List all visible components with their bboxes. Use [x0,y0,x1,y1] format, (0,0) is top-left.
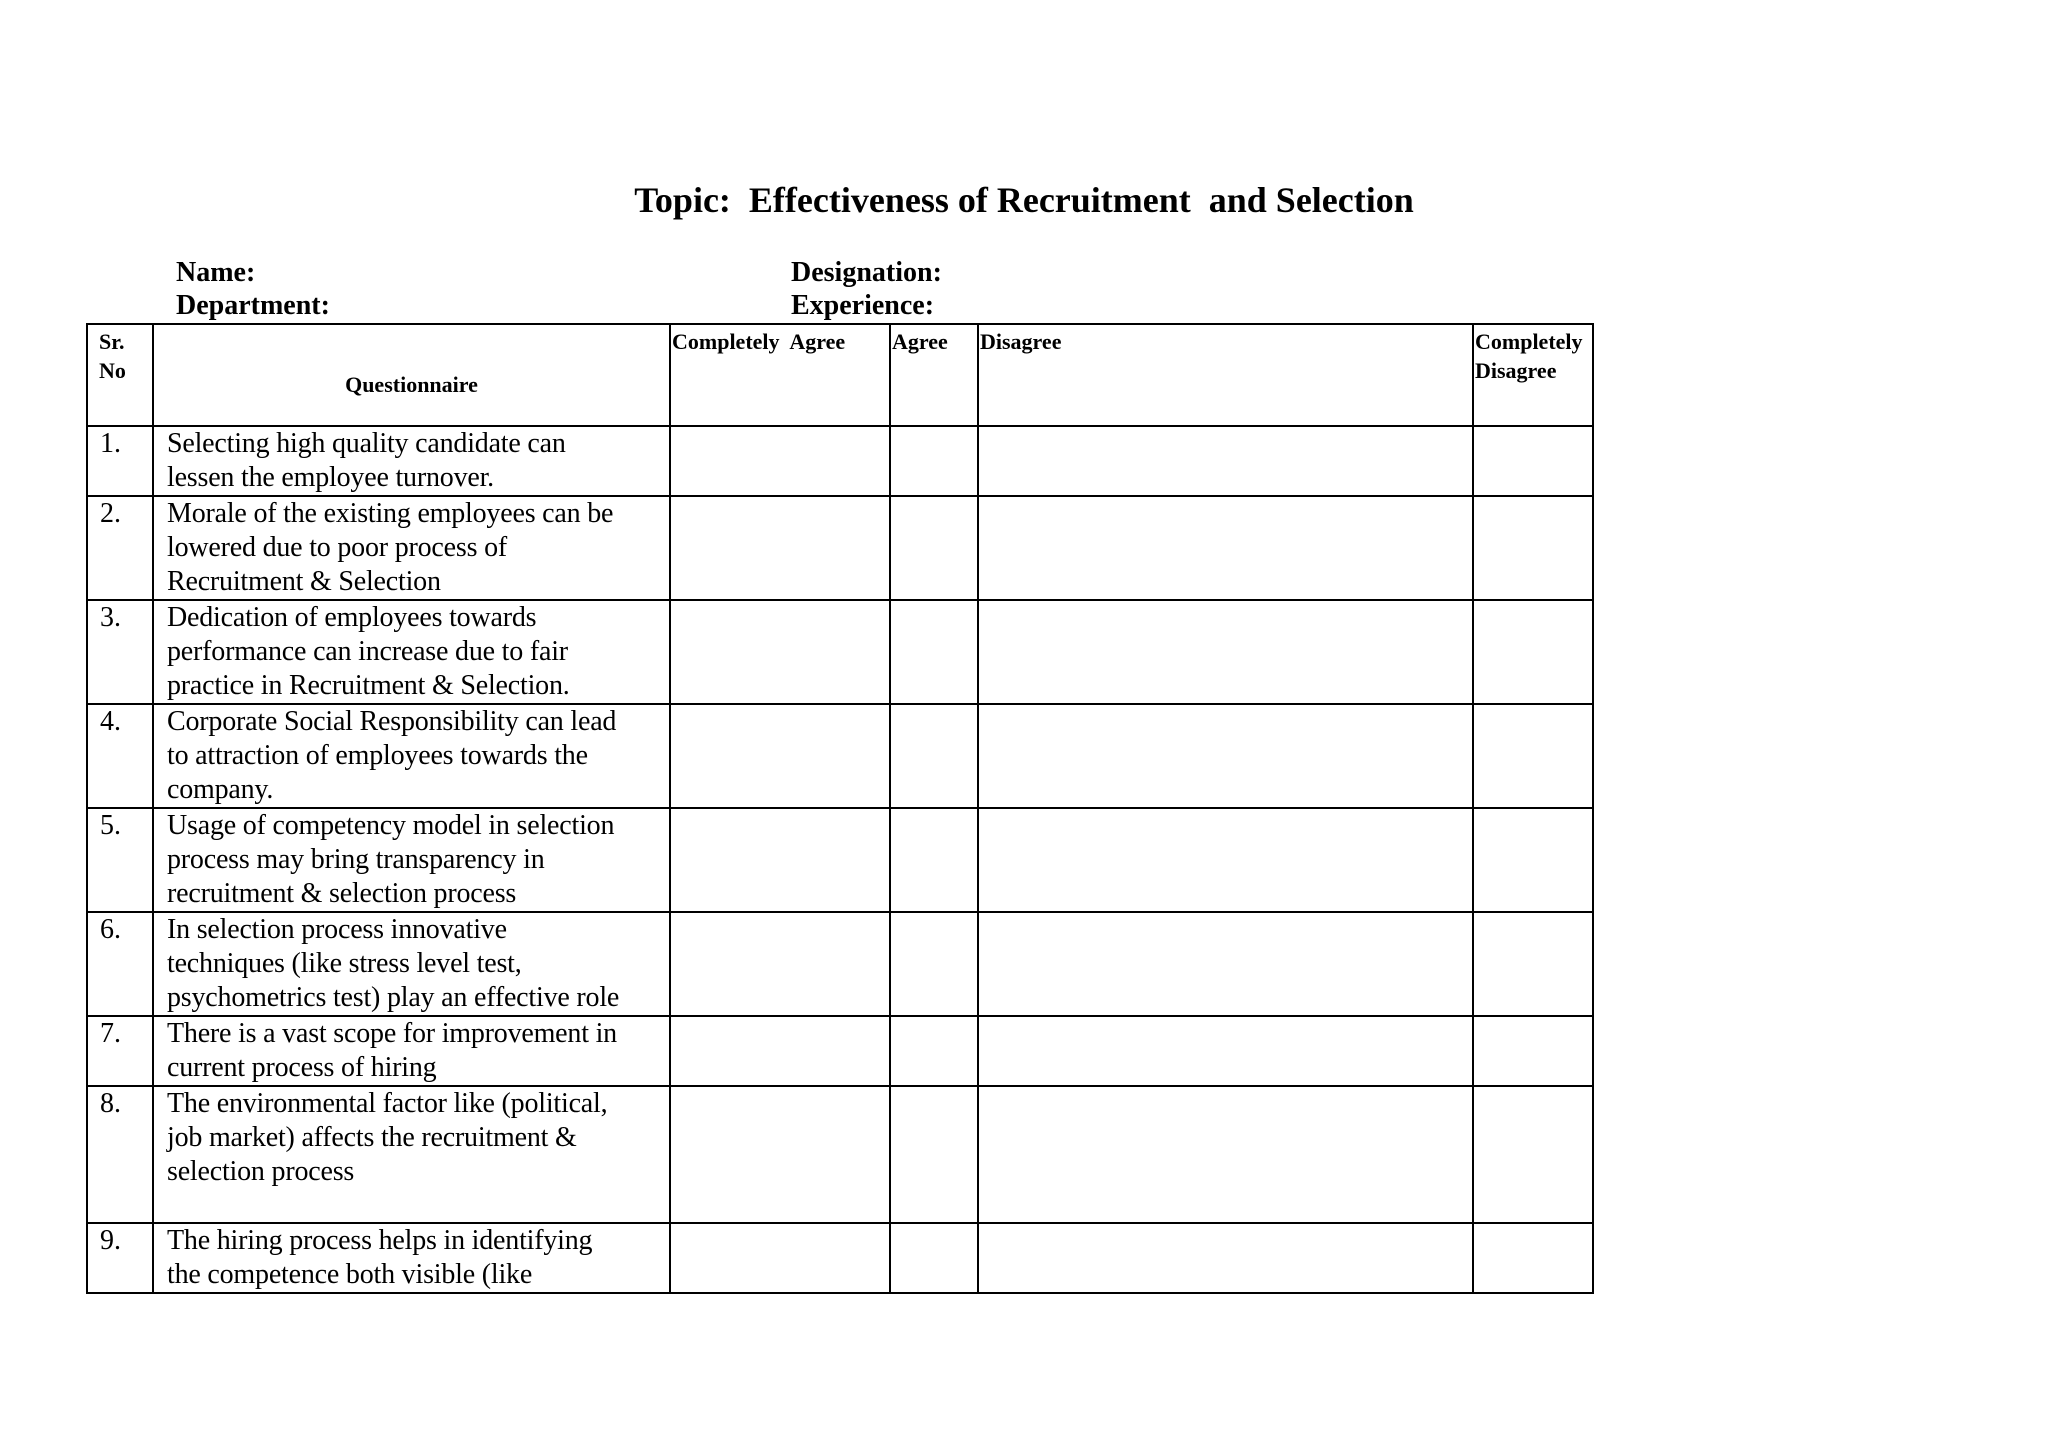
disagree-cell[interactable] [978,1016,1473,1086]
header-completely-agree-label: Completely Agree [672,329,846,354]
disagree-cell[interactable] [978,426,1473,496]
completely-agree-cell[interactable] [670,1086,890,1223]
header-agree-label: Agree [892,329,948,354]
header-agree [890,324,978,426]
completely-disagree-cell[interactable] [1473,1086,1593,1223]
header-questionnaire [153,324,670,426]
table-row [87,496,1593,600]
row-number: 8. [87,1086,153,1223]
completely-agree-cell[interactable] [670,808,890,912]
agree-cell[interactable] [890,704,978,808]
header-sr-no-label: Sr. No [99,329,126,383]
table-row [87,704,1593,808]
name-label: Name: [176,257,256,288]
row-number: 4. [87,704,153,808]
table-row [87,600,1593,704]
completely-disagree-cell[interactable] [1473,600,1593,704]
row-question: Usage of competency model in selection process may bring transparency in recruitment & selection process [153,808,670,912]
row-number: 3. [87,600,153,704]
disagree-cell[interactable] [978,1086,1473,1223]
agree-cell[interactable] [890,1016,978,1086]
table-row [87,1223,1593,1293]
agree-cell[interactable] [890,912,978,1016]
completely-agree-cell[interactable] [670,426,890,496]
completely-disagree-cell[interactable] [1473,808,1593,912]
row-question: Dedication of employees towards performance can increase due to fair practice in Recruitment & Selection. [153,600,670,704]
header-disagree [978,324,1473,426]
completely-disagree-cell[interactable] [1473,426,1593,496]
disagree-cell[interactable] [978,1223,1473,1293]
completely-disagree-cell[interactable] [1473,496,1593,600]
disagree-cell[interactable] [978,704,1473,808]
row-question: Selecting high quality candidate can lessen the employee turnover. [153,426,670,496]
completely-disagree-cell[interactable] [1473,1223,1593,1293]
row-number: 2. [87,496,153,600]
table-row [87,1016,1593,1086]
table-row [87,912,1593,1016]
row-number: 1. [87,426,153,496]
completely-agree-cell[interactable] [670,912,890,1016]
agree-cell[interactable] [890,496,978,600]
table-row [87,808,1593,912]
completely-agree-cell[interactable] [670,600,890,704]
agree-cell[interactable] [890,1086,978,1223]
header-completely-disagree-label: Completely Disagree [1475,329,1583,383]
row-number: 5. [87,808,153,912]
row-question: There is a vast scope for improvement in current process of hiring [153,1016,670,1086]
header-sr-no [87,324,153,426]
designation-label: Designation: [791,257,942,288]
header-completely-disagree [1473,324,1593,426]
row-number: 9. [87,1223,153,1293]
row-question: In selection process innovative techniques (like stress level test, psychometrics test) play an effective role [153,912,670,1016]
row-question: The hiring process helps in identifying the competence both visible (like [153,1223,670,1293]
completely-agree-cell[interactable] [670,704,890,808]
agree-cell[interactable] [890,600,978,704]
header-disagree-label: Disagree [980,329,1062,354]
row-number: 7. [87,1016,153,1086]
row-number: 6. [87,912,153,1016]
department-label: Department: [176,290,330,321]
table-row [87,1086,1593,1223]
agree-cell[interactable] [890,808,978,912]
row-question: Morale of the existing employees can be lowered due to poor process of Recruitment & Selection [153,496,670,600]
header-completely-agree [670,324,890,426]
disagree-cell[interactable] [978,808,1473,912]
agree-cell[interactable] [890,1223,978,1293]
disagree-cell[interactable] [978,600,1473,704]
disagree-cell[interactable] [978,912,1473,1016]
completely-agree-cell[interactable] [670,1016,890,1086]
completely-disagree-cell[interactable] [1473,912,1593,1016]
completely-disagree-cell[interactable] [1473,704,1593,808]
table-row [87,426,1593,496]
table-header-row [87,324,1593,426]
completely-agree-cell[interactable] [670,1223,890,1293]
table-body [87,426,1593,1293]
header-questionnaire-label: Questionnaire [345,371,478,397]
experience-label: Experience: [791,290,935,321]
completely-disagree-cell[interactable] [1473,1016,1593,1086]
agree-cell[interactable] [890,426,978,496]
completely-agree-cell[interactable] [670,496,890,600]
document-title: Topic: Effectiveness of Recruitment and Selection [634,180,1414,220]
disagree-cell[interactable] [978,496,1473,600]
questionnaire-table [86,323,1594,1294]
row-question: The environmental factor like (political, job market) affects the recruitment & selection process [153,1086,670,1223]
row-question: Corporate Social Responsibility can lead to attraction of employees towards the company. [153,704,670,808]
